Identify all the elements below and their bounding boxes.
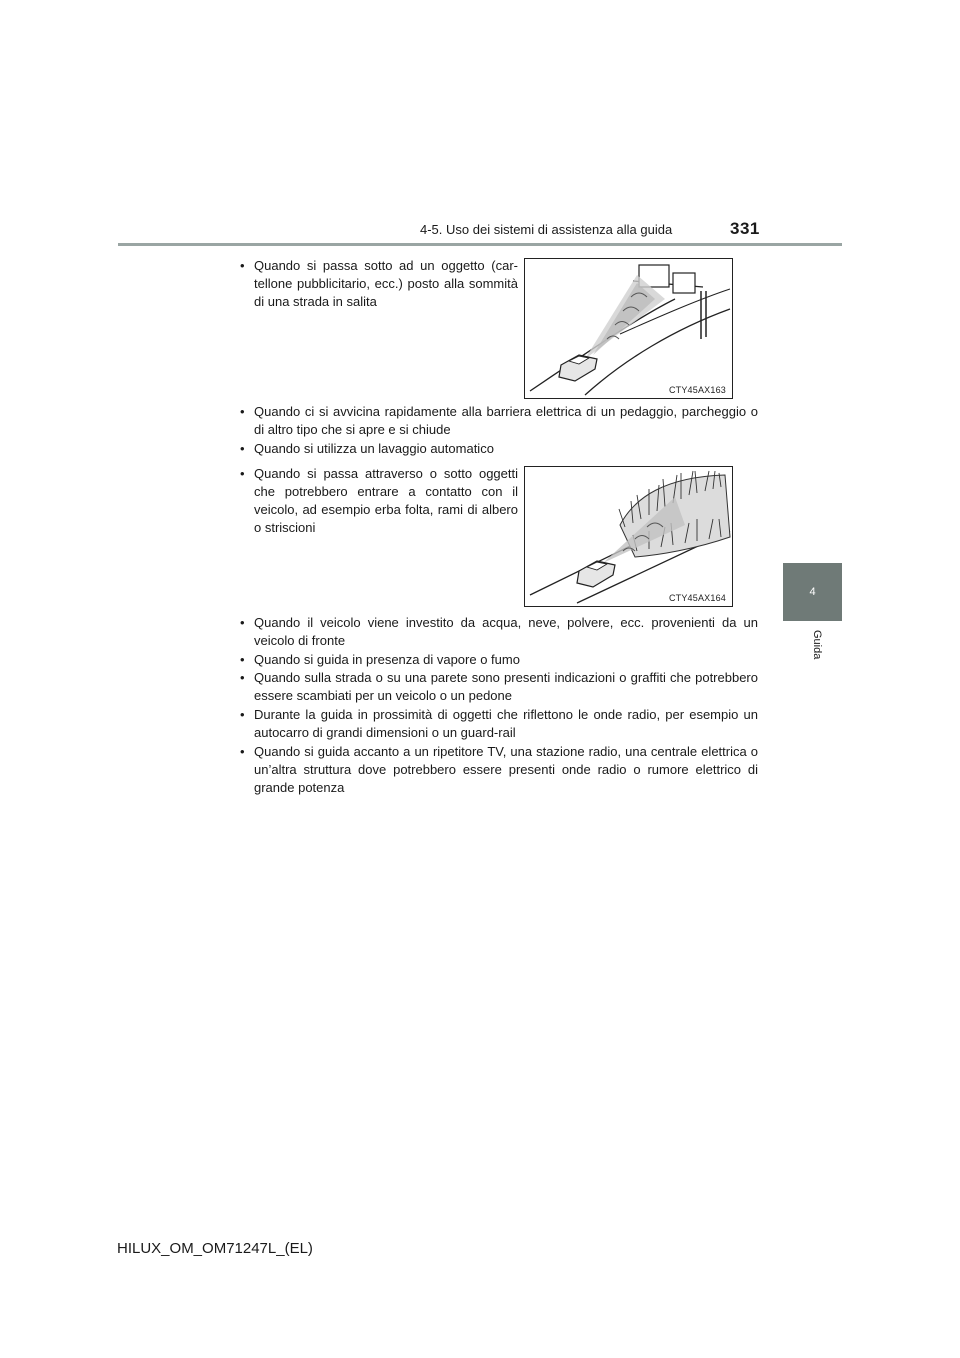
document-code: HILUX_OM_OM71247L_(EL) (117, 1240, 313, 1257)
chapter-label: Guida (811, 630, 823, 660)
figure-code: CTY45AX164 (668, 593, 726, 603)
section-title: 4-5. Uso dei sistemi di assistenza alla guida (420, 222, 673, 237)
list-item: • Quando il veicolo viene investito da acqua, neve, polvere, ecc. provenienti da un veicolo di fronte (240, 614, 758, 650)
list-item: • Quando ci si avvicina rapidamente alla barriera elettrica di un pedaggio, parcheggio o di altro tipo che si apre e si chiude (240, 403, 758, 439)
list-item: • Quando si passa attraverso o sotto oggetti che potrebbero entrare a contatto con il veicolo, ad esempio erba folta, rami di albero o striscioni (240, 465, 518, 537)
list-item: • Quando si guida accanto a un ripetitore TV, una stazione radio, una centrale elettrica o un’altra struttura dove potrebbero essere presenti onde radio o rumore elettrico di grande potenza (240, 743, 758, 797)
overhead-sign-drawing (525, 259, 732, 398)
chapter-number: 4 (809, 586, 816, 598)
tall-grass-drawing (525, 467, 732, 606)
list-item: • Quando si guida in presenza di vapore o fumo (240, 651, 758, 669)
illustration-overhead-sign (524, 258, 733, 399)
figure-code: CTY45AX163 (668, 385, 726, 395)
list-item: • Quando sulla strada o su una parete sono presenti indicazioni o graffiti che potrebbero essere scambiati per un veicolo o un pedone (240, 669, 758, 705)
list-item: • Durante la guida in prossimità di oggetti che riflettono le onde radio, per esempio un autocarro di grandi dimensioni o un guard-rail (240, 706, 758, 742)
list-item: • Quando si passa sotto ad un oggetto (cartellone pubblicitario, ecc.) posto alla sommità di una strada in salita (240, 257, 518, 311)
header-divider (118, 243, 842, 246)
chapter-tab[interactable] (783, 563, 842, 621)
list-item: • Quando si utilizza un lavaggio automatico (240, 440, 758, 458)
illustration-tall-grass (524, 466, 733, 607)
page-number: 331 (730, 219, 760, 238)
